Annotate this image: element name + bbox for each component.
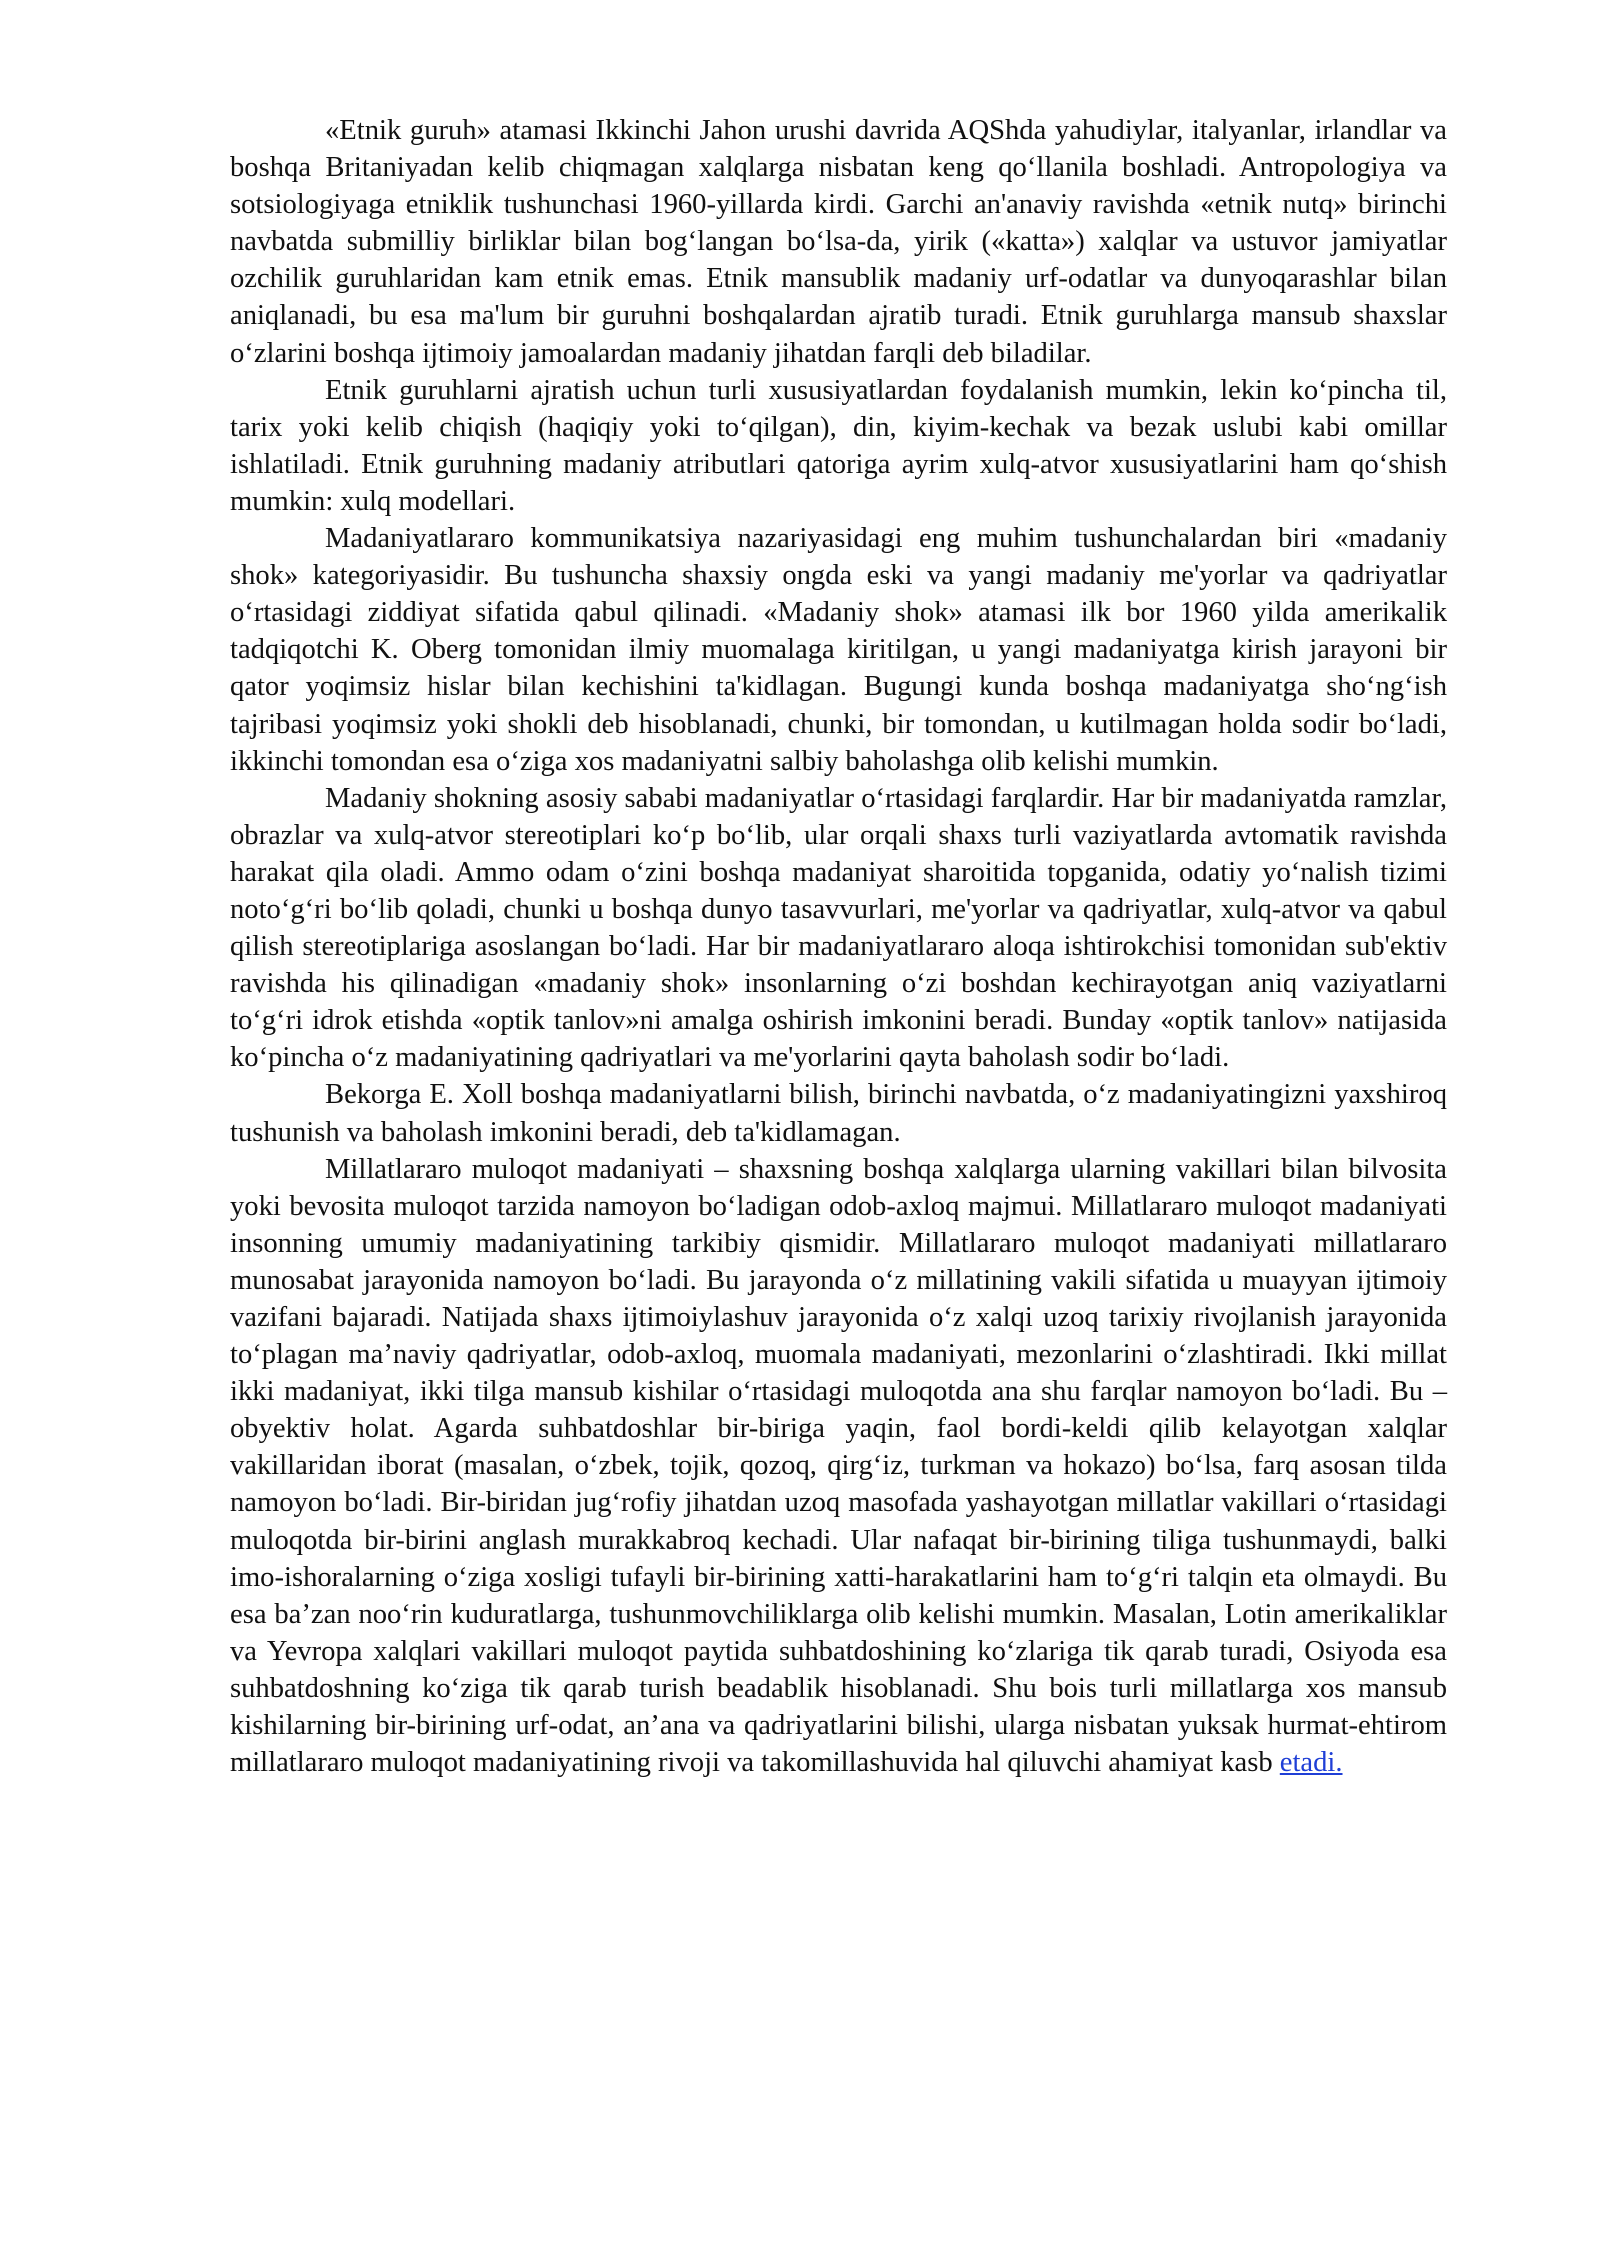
paragraph-e-xoll [230, 1076, 1447, 1150]
paragraph-millatlararo-muloqot [230, 1151, 1447, 1782]
etadi-link[interactable]: etadi. [1279, 1747, 1343, 1779]
paragraph-text: Millatlararo muloqot madaniyati – shaxsning boshqa xalqlarga ularning vakillari bilan bilvosita yoki bevosita muloqot tarzida namoyon bo‘ladigan odob-axloq majmui. Millatlararo muloqot madaniyati insonning umumiy madaniyatining tarkibiy qismidir. Millatlararo muloqot madaniyati millatlararo munosabat jarayonida namoyon bo‘ladi. Bu jarayonda o‘z millatining vakili sifatida u muayyan ijtimoiy vazifani bajaradi. Natijada shaxs ijtimoiylashuv jarayonida o‘z xalqi uzoq tarixiy rivojlanish jarayonida to‘plagan ma’naviy qadriyatlar, odob-axloq, muomala madaniyati, mezonlarini o‘zlashtiradi. Ikki millat ikki madaniyat, ikki tilga mansub kishilar o‘rtasidagi muloqotda ana shu farqlar namoyon bo‘ladi. Bu – obyektiv holat. Agarda suhbatdoshlar bir-biriga yaqin, faol bordi-keldi qilib kelayotgan xalqlar vakillaridan iborat (masalan, o‘zbek, tojik, qozoq, qirg‘iz, turkman va hokazo) bo‘lsa, farq asosan tilda namoyon bo‘ladi. Bir-biridan jug‘rofiy jihatdan uzoq masofada yashayotgan millatlar vakillari o‘rtasidagi muloqotda bir-birini anglash murakkabroq kechadi. Ular nafaqat bir-birining tiliga tushunmaydi, balki imo-ishoralarning o‘ziga xosligi tufayli bir-birining xatti-harakatlarini ham to‘g‘ri talqin eta olmaydi. Bu esa ba’zan noo‘rin kuduratlarga, tushunmovchiliklarga olib kelishi mumkin. Masalan, Lotin amerikaliklar va Yevropa xalqlari vakillari muloqot paytida suhbatdoshining ko‘zlariga tik qarab turadi, Osiyoda esa suhbatdoshning ko‘ziga tik qarab turish beadablik hisoblanadi. Shu bois turli millatlarga xos mansub kishilarning bir-birining urf-odat, an’ana va qadriyatlarini bilishi, ularga nisbatan yuksak hurmat-ehtirom millatlararo muloqot madaniyatining rivoji va takomillashuvida hal qiluvchi ahamiyat kasb [230, 1153, 1447, 1779]
paragraph-etnik-guruh [230, 112, 1447, 372]
paragraph-text: Etnik guruhlarni ajratish uchun turli xususiyatlardan foydalanish mumkin, lekin ko‘pincha til, tarix yoki kelib chiqish (haqiqiy yoki to‘qilgan), din, kiyim-kechak va bezak uslubi kabi omillar ishlatiladi. Etnik guruhning madaniy atributlari qatoriga ayrim xulq-atvor xususiyatlarini ham qo‘shish mumkin: xulq modellari. [230, 374, 1447, 517]
paragraph-madaniy-shok-sababi [230, 780, 1447, 1077]
paragraph-text: «Etnik guruh» atamasi Ikkinchi Jahon urushi davrida AQShda yahudiylar, italyanlar, irlandlar va boshqa Britaniyadan kelib chiqmagan xalqlarga nisbatan keng qo‘llanila boshladi. Antropologiya va sotsiologiyaga etniklik tushunchasi 1960-yillarda kirdi. Garchi an'anaviy ravishda «etnik nutq» birinchi navbatda submilliy birliklar bilan bog‘langan bo‘lsa-da, yirik («katta») xalqlar va ustuvor jamiyatlar ozchilik guruhlaridan kam etnik emas. Etnik mansublik madaniy urf-odatlar va dunyoqarashlar bilan aniqlanadi, bu esa ma'lum bir guruhni boshqalardan ajratib turadi. Etnik guruhlarga mansub shaxslar o‘zlarini boshqa ijtimoiy jamoalardan madaniy jihatdan farqli deb biladilar. [230, 115, 1447, 369]
paragraph-text: Bekorga E. Xoll boshqa madaniyatlarni bilish, birinchi navbatda, o‘z madaniyatingizni yaxshiroq tushunish va baholash imkonini beradi, deb ta'kidlamagan. [230, 1079, 1447, 1148]
paragraph-text: Madaniyatlararo kommunikatsiya nazariyasidagi eng muhim tushunchalardan biri «madaniy shok» kategoriyasidir. Bu tushuncha shaxsiy ongda eski va yangi madaniy me'yorlar va qadriyatlar o‘rtasidagi ziddiyat sifatida qabul qilinadi. «Madaniy shok» atamasi ilk bor 1960 yilda amerikalik tadqiqotchi K. Oberg tomonidan ilmiy muomalaga kiritilgan, u yangi madaniyatga kirish jarayoni bir qator yoqimsiz hislar bilan kechishini ta'kidlagan. Bugungi kunda boshqa madaniyatga sho‘ng‘ish tajribasi yoqimsiz yoki shokli deb hisoblanadi, chunki, bir tomondan, u kutilmagan holda sodir bo‘ladi, ikkinchi tomondan esa o‘ziga xos madaniyatni salbiy baholashga olib kelishi mumkin. [230, 523, 1447, 777]
paragraph-text: Madaniy shokning asosiy sababi madaniyatlar o‘rtasidagi farqlardir. Har bir madaniyatda ramzlar, obrazlar va xulq-atvor stereotiplari ko‘p bo‘lib, ular orqali shaxs turli vaziyatlarda avtomatik ravishda harakat qila oladi. Ammo odam o‘zini boshqa madaniyat sharoitida topganida, odatiy yo‘nalish tizimi noto‘g‘ri bo‘lib qoladi, chunki u boshqa dunyo tasavvurlari, me'yorlar va qadriyatlar, xulq-atvor va qabul qilish stereotiplariga asoslangan bo‘ladi. Har bir madaniyatlararo aloqa ishtirokchisi tomonidan sub'ektiv ravishda his qilinadigan «madaniy shok» insonlarning o‘zi boshdan kechirayotgan aniq vaziyatlarni to‘g‘ri idrok etishda «optik tanlov»ni amalga oshirish imkonini beradi. Bunday «optik tanlov» natijasida ko‘pincha o‘z madaniyatining qadriyatlari va me'yorlarini qayta baholash sodir bo‘ladi. [230, 782, 1447, 1074]
paragraph-etnik-guruhlarni-ajratish [230, 372, 1447, 520]
paragraph-madaniy-shok-kategoriyasi [230, 520, 1447, 780]
document-body [230, 112, 1447, 1781]
